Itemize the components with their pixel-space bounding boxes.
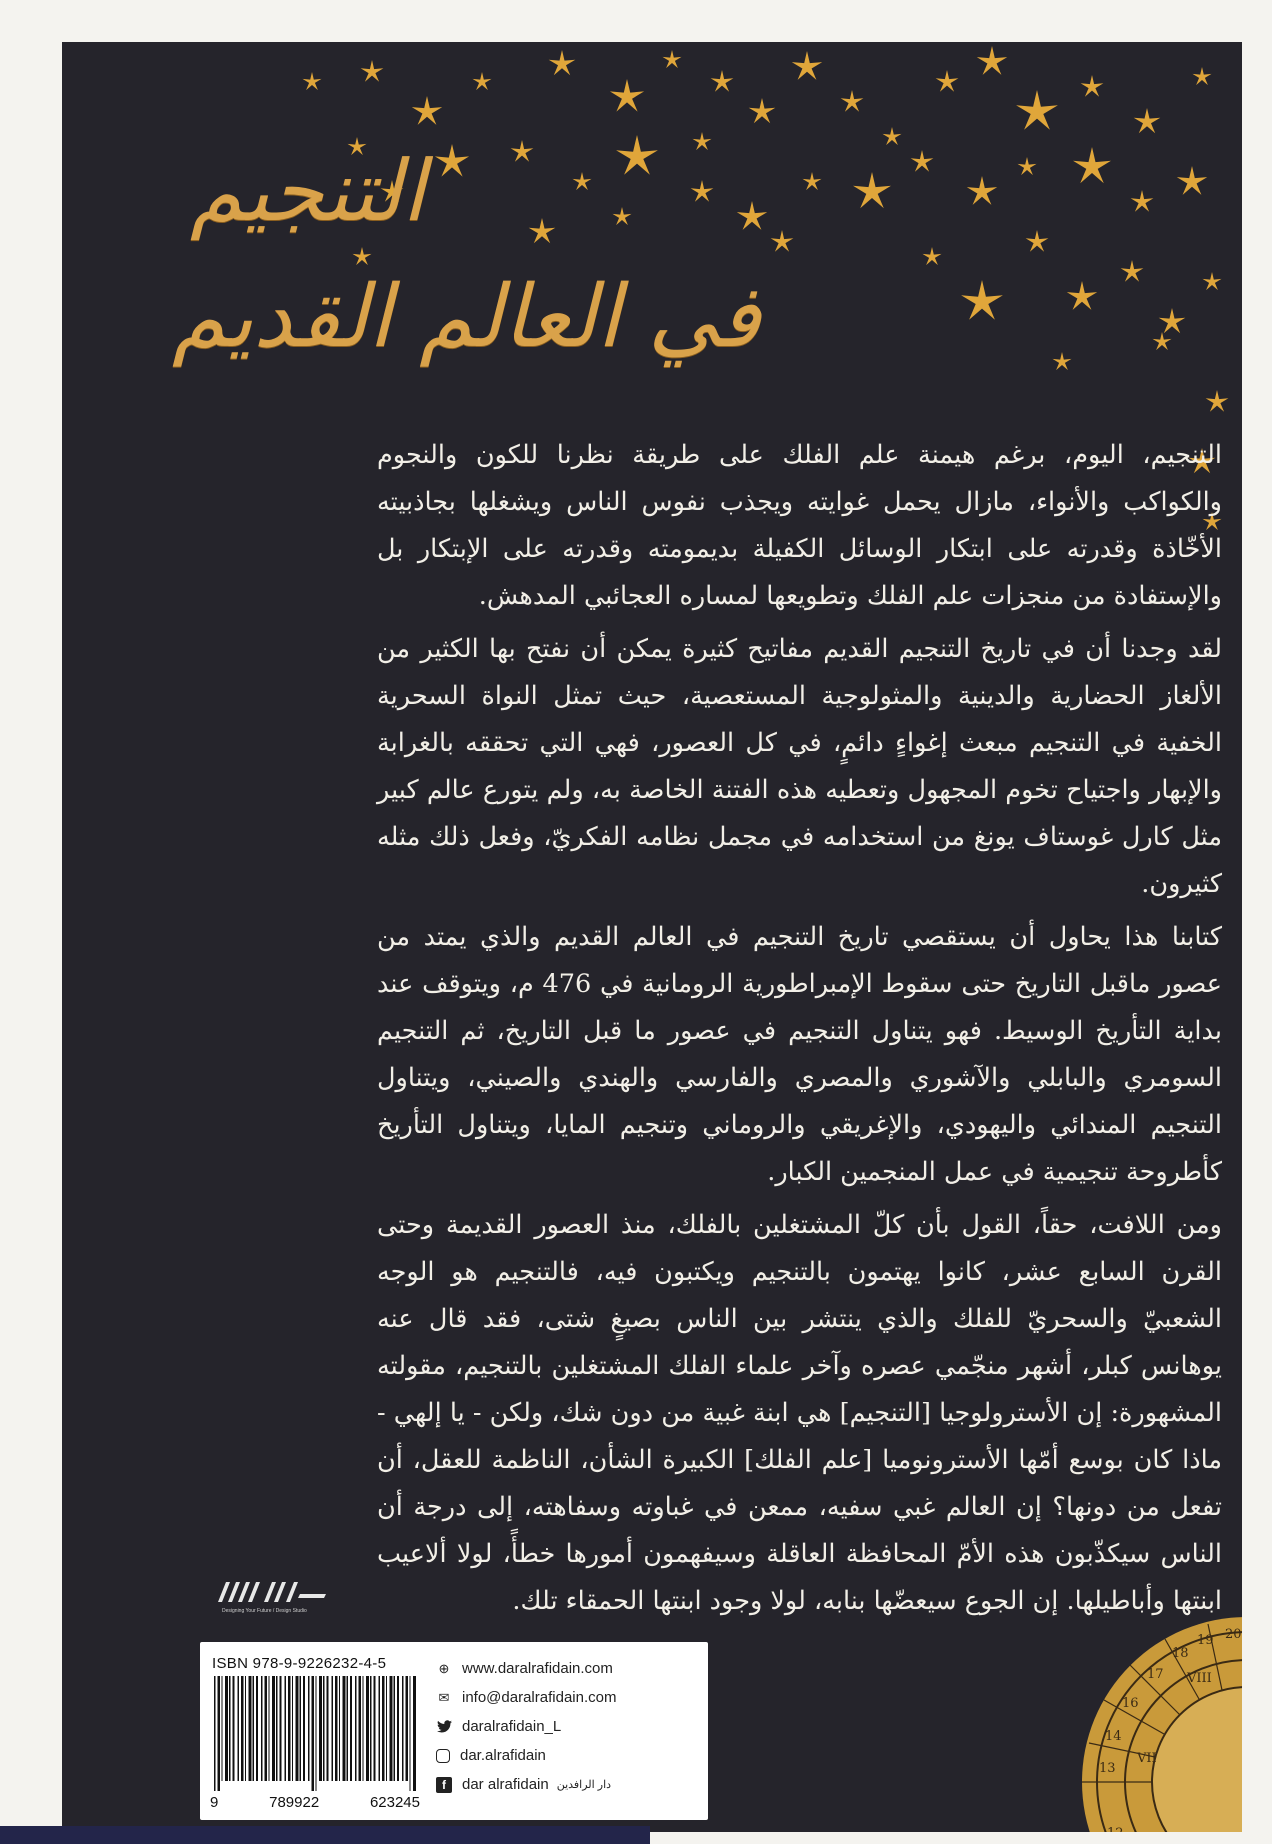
star-icon	[936, 70, 959, 92]
barcode-bar	[285, 1676, 287, 1781]
barcode-digit-group: 623245	[369, 1794, 420, 1811]
publisher-info-box	[200, 1642, 708, 1820]
svg-text:19: 19	[1197, 1633, 1214, 1648]
star-icon	[1073, 147, 1111, 183]
barcode-bar	[225, 1676, 228, 1781]
paragraph-1: التنجيم، اليوم، برغم هيمنة علم الفلك على طريقة نظرنا للكون والنجوم والكواكب والأنواء، مازال يحمل غوايته ويجذب نفوس الناس ويشغلها بجاذبيته الأخّاذة وقدرته على ابتكار الوسائل الكفيلة بديمومته وقدرته على الإبتكار بل والإستفادة من منجزات علم الفلك وتطويعها لمساره العجائبي المدهش.	[377, 440, 1222, 611]
barcode-bar	[276, 1676, 278, 1781]
paragraph-2: لقد وجدنا أن في تاريخ التنجيم القديم مفاتيح كثيرة يمكن أن نفتح بها الكثير من الألغاز الحضارية والدينية والمثولوجية المستعصية، حيث تمثل النواة السحرية الخفية في التنجيم مبعث إغواءٍ دائمٍ، في كل العصور، فهي التي تحققه بالغرابة والإبهار واجتياح تخوم المجهول وتعطيه هذه الفتنة الخاصة به، ولم يتورع عالم كبير مثل كارل غوستاف يونغ من استخدامه في مجمل نظامه الفكريّ، وفعل ذلك مثله كثيرون.	[377, 634, 1222, 899]
barcode-bar	[229, 1676, 231, 1781]
barcode-bar	[394, 1676, 396, 1781]
barcode-bar	[218, 1676, 221, 1791]
barcode-digits	[210, 1794, 420, 1811]
barcode-bar	[292, 1676, 293, 1781]
contact-twitter	[436, 1712, 701, 1741]
barcode-bar	[256, 1676, 258, 1781]
star-icon	[511, 140, 534, 162]
svg-text:16: 16	[1122, 1696, 1139, 1711]
barcode-bar	[410, 1676, 411, 1791]
barcode-bar	[288, 1676, 291, 1781]
publisher-arabic-name: دار الرافدين	[556, 1779, 612, 1791]
barcode-bar	[382, 1676, 385, 1781]
isbn-label: ISBN 978-9-9226232-4-5	[212, 1655, 387, 1672]
barcode-bar	[222, 1676, 223, 1781]
barcode-bar	[366, 1676, 369, 1781]
star-icon	[1177, 166, 1207, 195]
barcode-bar	[327, 1676, 329, 1781]
back-cover	[62, 42, 1242, 1841]
barcode-bar	[303, 1676, 305, 1781]
star-icon	[1134, 108, 1161, 133]
star-icon	[911, 150, 934, 172]
star-icon	[691, 180, 714, 202]
barcode-bar	[406, 1676, 409, 1781]
barcode-bar	[397, 1676, 399, 1781]
star-icon	[1153, 332, 1172, 350]
star-icon	[841, 90, 864, 112]
star-icon	[412, 96, 442, 125]
star-icon	[473, 72, 492, 90]
star-icon	[883, 127, 902, 145]
barcode-bar	[265, 1676, 268, 1781]
star-icon	[1018, 157, 1037, 175]
star-icon	[435, 144, 469, 177]
barcode-bar	[379, 1676, 381, 1781]
svg-text:14: 14	[1105, 1729, 1122, 1744]
barcode-bar	[233, 1676, 235, 1781]
contact-website	[436, 1654, 701, 1683]
svg-text:20: 20	[1225, 1627, 1242, 1642]
barcode-bar	[402, 1676, 404, 1781]
barcode-bar	[249, 1676, 252, 1781]
barcode-bar	[272, 1676, 275, 1781]
facebook-icon: f	[436, 1777, 452, 1793]
barcode-bar	[300, 1676, 302, 1781]
star-icon	[1026, 230, 1049, 252]
svg-text:VII: VII	[1137, 1751, 1157, 1766]
star-icon	[961, 280, 1003, 320]
star-icon	[1203, 272, 1222, 290]
star-icon	[1206, 390, 1229, 412]
barcode-bar	[269, 1676, 270, 1781]
barcode-bar	[374, 1676, 376, 1781]
barcode-bar	[363, 1676, 364, 1781]
barcode-bar	[319, 1676, 322, 1781]
star-icon	[1016, 90, 1058, 130]
star-icon	[663, 50, 682, 68]
bottom-band	[0, 1826, 650, 1844]
barcode-digit-group: 9	[210, 1794, 219, 1811]
star-icon	[967, 176, 997, 205]
instagram-icon	[436, 1749, 450, 1763]
star-icon	[616, 135, 658, 175]
barcode-bar	[343, 1676, 346, 1781]
logo-tagline: Designing Your Future / Design Studio	[222, 1608, 307, 1614]
svg-text:VIII: VIII	[1187, 1671, 1212, 1686]
barcode-bar	[350, 1676, 352, 1781]
barcode-bar	[386, 1676, 387, 1781]
star-icon	[1131, 190, 1154, 212]
star-icon	[1193, 67, 1212, 85]
star-icon	[1121, 260, 1144, 282]
mail-icon: ✉	[438, 1689, 450, 1705]
star-icon	[771, 230, 794, 252]
barcode-bar	[253, 1676, 255, 1781]
twitter-icon	[436, 1719, 452, 1735]
star-icon	[549, 50, 576, 75]
barcode-bar	[332, 1676, 334, 1781]
star-icon	[1067, 281, 1097, 310]
barcode-bar	[355, 1676, 357, 1781]
barcode-bar	[312, 1676, 315, 1791]
svg-text:12: 12	[1107, 1826, 1124, 1841]
blurb-text	[377, 432, 1222, 1631]
barcode-bar	[347, 1676, 349, 1781]
star-icon	[737, 201, 767, 230]
barcode-digit-group: 789922	[269, 1794, 320, 1811]
barcode-bar	[238, 1676, 240, 1781]
barcode-bar	[339, 1676, 340, 1781]
svg-text:17: 17	[1147, 1667, 1164, 1682]
barcode-bar	[241, 1676, 244, 1781]
barcode-bar	[323, 1676, 325, 1781]
star-icon	[853, 172, 891, 208]
barcode-bar	[370, 1676, 372, 1781]
facebook-text: dar alrafidain	[462, 1776, 549, 1793]
star-icon	[923, 247, 942, 265]
barcode-bar	[359, 1676, 362, 1781]
barcode-bar	[280, 1676, 282, 1781]
barcode-bar	[261, 1676, 263, 1781]
contact-instagram	[436, 1741, 701, 1770]
star-icon	[803, 172, 822, 190]
star-icon	[977, 46, 1007, 75]
title-line-1: التنجيم	[190, 142, 426, 240]
globe-icon: ⊕	[438, 1660, 450, 1676]
contact-list	[436, 1654, 701, 1799]
contact-facebook	[436, 1770, 701, 1799]
star-icon	[529, 218, 556, 243]
contact-email	[436, 1683, 701, 1712]
twitter-text: daralrafidain_L	[462, 1718, 562, 1735]
star-icon	[361, 60, 384, 82]
star-icon	[1081, 75, 1104, 97]
star-icon	[610, 79, 644, 112]
star-icon	[1159, 308, 1186, 333]
svg-text:13: 13	[1099, 1761, 1116, 1776]
paragraph-4: ومن اللافت، حقاً، القول بأن كلّ المشتغلين بالفلك، منذ العصور القديمة وحتى القرن السابع عشر، كانوا يهتمون بالتنجيم ويكتبون فيه، فالتنجيم هو الوجه الشعبيّ والسحريّ للفلك والذي ينتشر بين الناس بصيغٍ شتى، فقد قال عنه يوهانس كبلر، أشهر منجّمي عصره وآخر علماء الفلك المشتغلين بالتنجيم، مقولته المشهورة: إن الأسترولوجيا [التنجيم] هي ابنة غبية من دون شك، ولكن - يا إلهي - ماذا كان بوسع أمّها الأسترونوميا [علم الفلك] الكبيرة الشأن، الناظمة للعقل، أن تفعل من دونها؟ إن العالم غبي سفيه، ممعن في غباوته وسفاهته، إلى درجة أن الناس سيكذّبون هذه الأمّ المحافظة العاقلة وسيفهمون أمورها خطأً، لولا ألاعيب ابنتها وأباطيلها. إن الجوع سيعضّها بنابه، لولا وجود ابنتها الحمقاء تلك.	[377, 1210, 1222, 1616]
barcode-bar	[296, 1676, 299, 1781]
star-icon	[1053, 352, 1072, 370]
barcode-bar	[245, 1676, 246, 1781]
star-icon	[573, 172, 592, 190]
star-icon	[792, 51, 822, 80]
website-text: www.daralrafidain.com	[462, 1660, 613, 1677]
barcode-bar	[308, 1676, 310, 1781]
barcode-bar	[413, 1676, 416, 1791]
instagram-text: dar.alrafidain	[460, 1747, 546, 1764]
title-line-2: في العالم القديم	[172, 267, 761, 367]
star-icon	[613, 207, 632, 225]
star-icon	[353, 247, 372, 265]
star-icon	[749, 98, 776, 123]
barcode-bar	[335, 1676, 338, 1781]
barcode-icon	[210, 1676, 420, 1791]
design-studio-logo	[216, 1572, 396, 1622]
star-icon	[711, 70, 734, 92]
paragraph-3: كتابنا هذا يحاول أن يستقصي تاريخ التنجيم في العالم القديم والذي يمتد من عصور ماقبل التاريخ حتى سقوط الإمبراطورية الرومانية في 476 م، ويتوقف عند بداية التأريخ الوسيط. فهو يتناول التنجيم في عصور ما قبل التاريخ، ثم التنجيم السومري والبابلي والآشوري والمصري والفارسي والهندي والصيني، ويتناول التنجيم المندائي واليهودي، والإغريقي والروماني وتنجيم المايا، ويتناول التأريخ كأطروحة تنجيمية في عمل المنجمين الكبار.	[377, 922, 1222, 1187]
zodiac-wheel-image	[1077, 1612, 1242, 1841]
svg-text:18: 18	[1172, 1646, 1189, 1661]
barcode-bar	[214, 1676, 216, 1791]
star-icon	[303, 72, 322, 90]
star-icon	[693, 132, 712, 150]
barcode-bar	[316, 1676, 317, 1791]
email-text: info@daralrafidain.com	[462, 1689, 617, 1706]
barcode-bar	[390, 1676, 393, 1781]
